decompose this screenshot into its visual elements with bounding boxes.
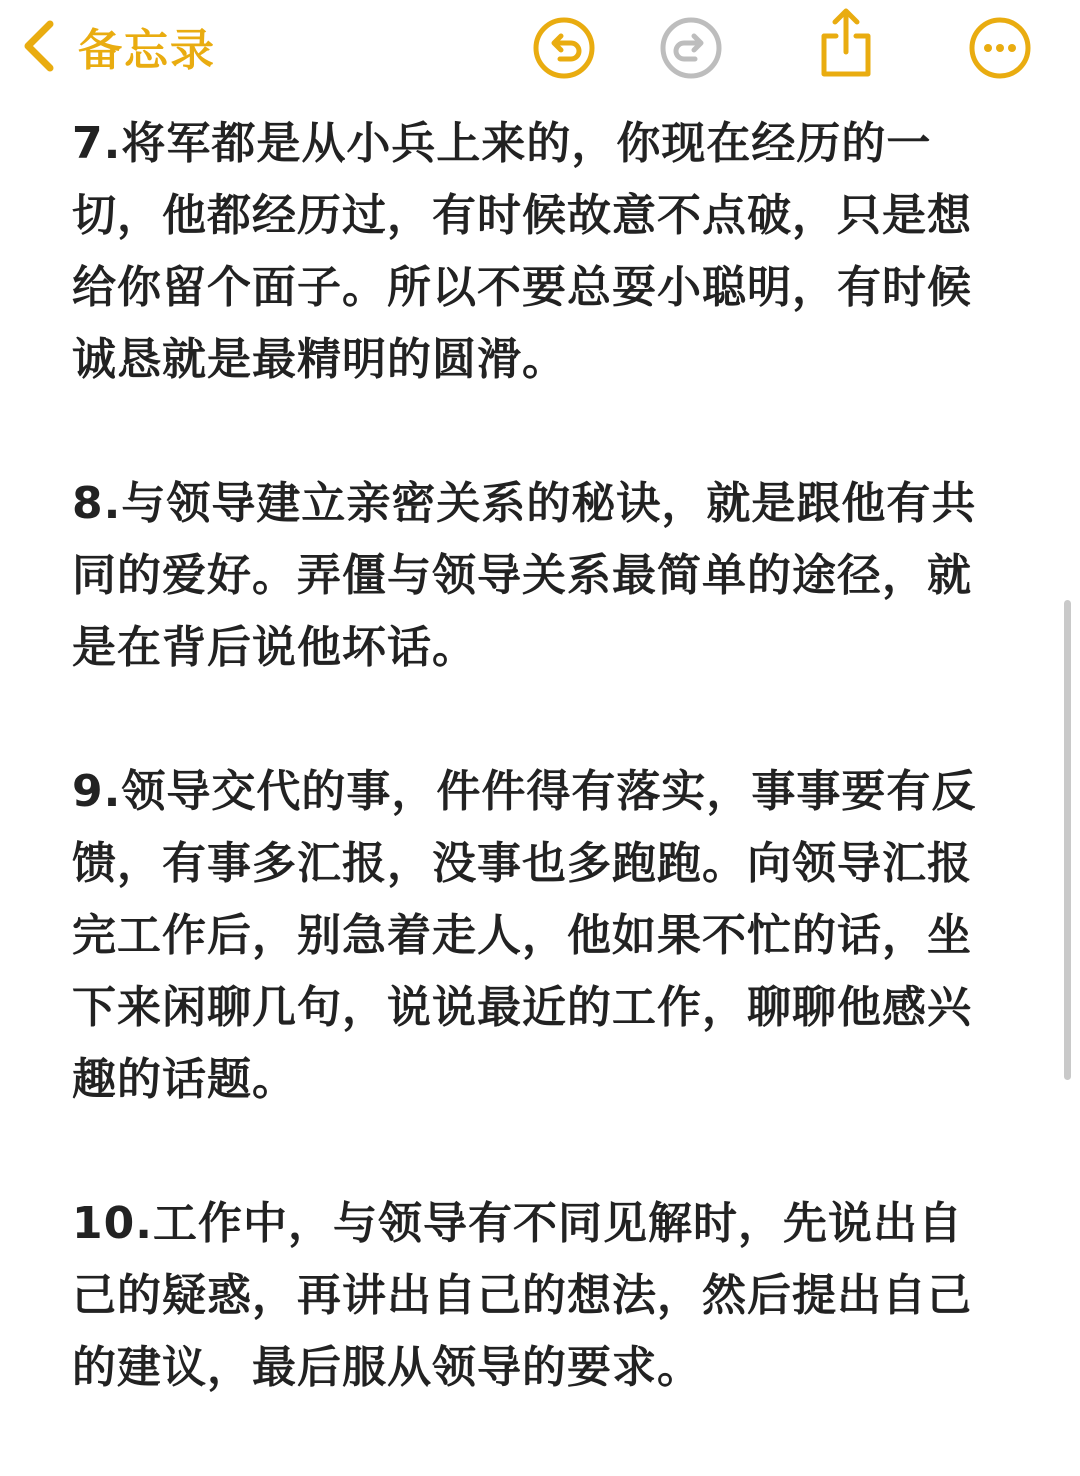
redo-icon bbox=[659, 16, 723, 80]
note-paragraph: 10.工作中，与领导有不同见解时，先说出自己的疑惑，再讲出自己的想法，然后提出自己的建议，最后服从领导的要求。 bbox=[72, 1198, 972, 1393]
more-icon bbox=[968, 16, 1032, 80]
note-paragraph: 9.领导交代的事，件件得有落实，事事要有反馈，有事多汇报，没事也多跑跑。向领导汇报完工作后，别急着走人，他如果不忙的话，坐下来闲聊几句，说说最近的工作，聊聊他感兴趣的话题。 bbox=[72, 766, 977, 1105]
undo-button[interactable] bbox=[532, 16, 596, 80]
share-icon bbox=[814, 6, 878, 80]
note-body[interactable] bbox=[72, 108, 1002, 1476]
back-label: 备忘录 bbox=[78, 25, 216, 76]
note-paragraph: 8.与领导建立亲密关系的秘诀，就是跟他有共同的爱好。弄僵与领导关系最简单的途径，就是在背后说他坏话。 bbox=[72, 478, 977, 673]
scrollbar[interactable] bbox=[1064, 600, 1071, 1080]
navigation-bar bbox=[0, 0, 1080, 96]
share-button[interactable] bbox=[814, 6, 878, 80]
chevron-left-icon bbox=[22, 20, 56, 72]
more-button[interactable] bbox=[968, 16, 1032, 80]
back-button[interactable] bbox=[22, 14, 216, 78]
note-paragraph: 7.将军都是从小兵上来的，你现在经历的一切，他都经历过，有时候故意不点破，只是想给你留个面子。所以不要总耍小聪明，有时候诚恳就是最精明的圆滑。 bbox=[72, 118, 972, 385]
undo-icon bbox=[532, 16, 596, 80]
redo-button[interactable] bbox=[659, 16, 723, 80]
